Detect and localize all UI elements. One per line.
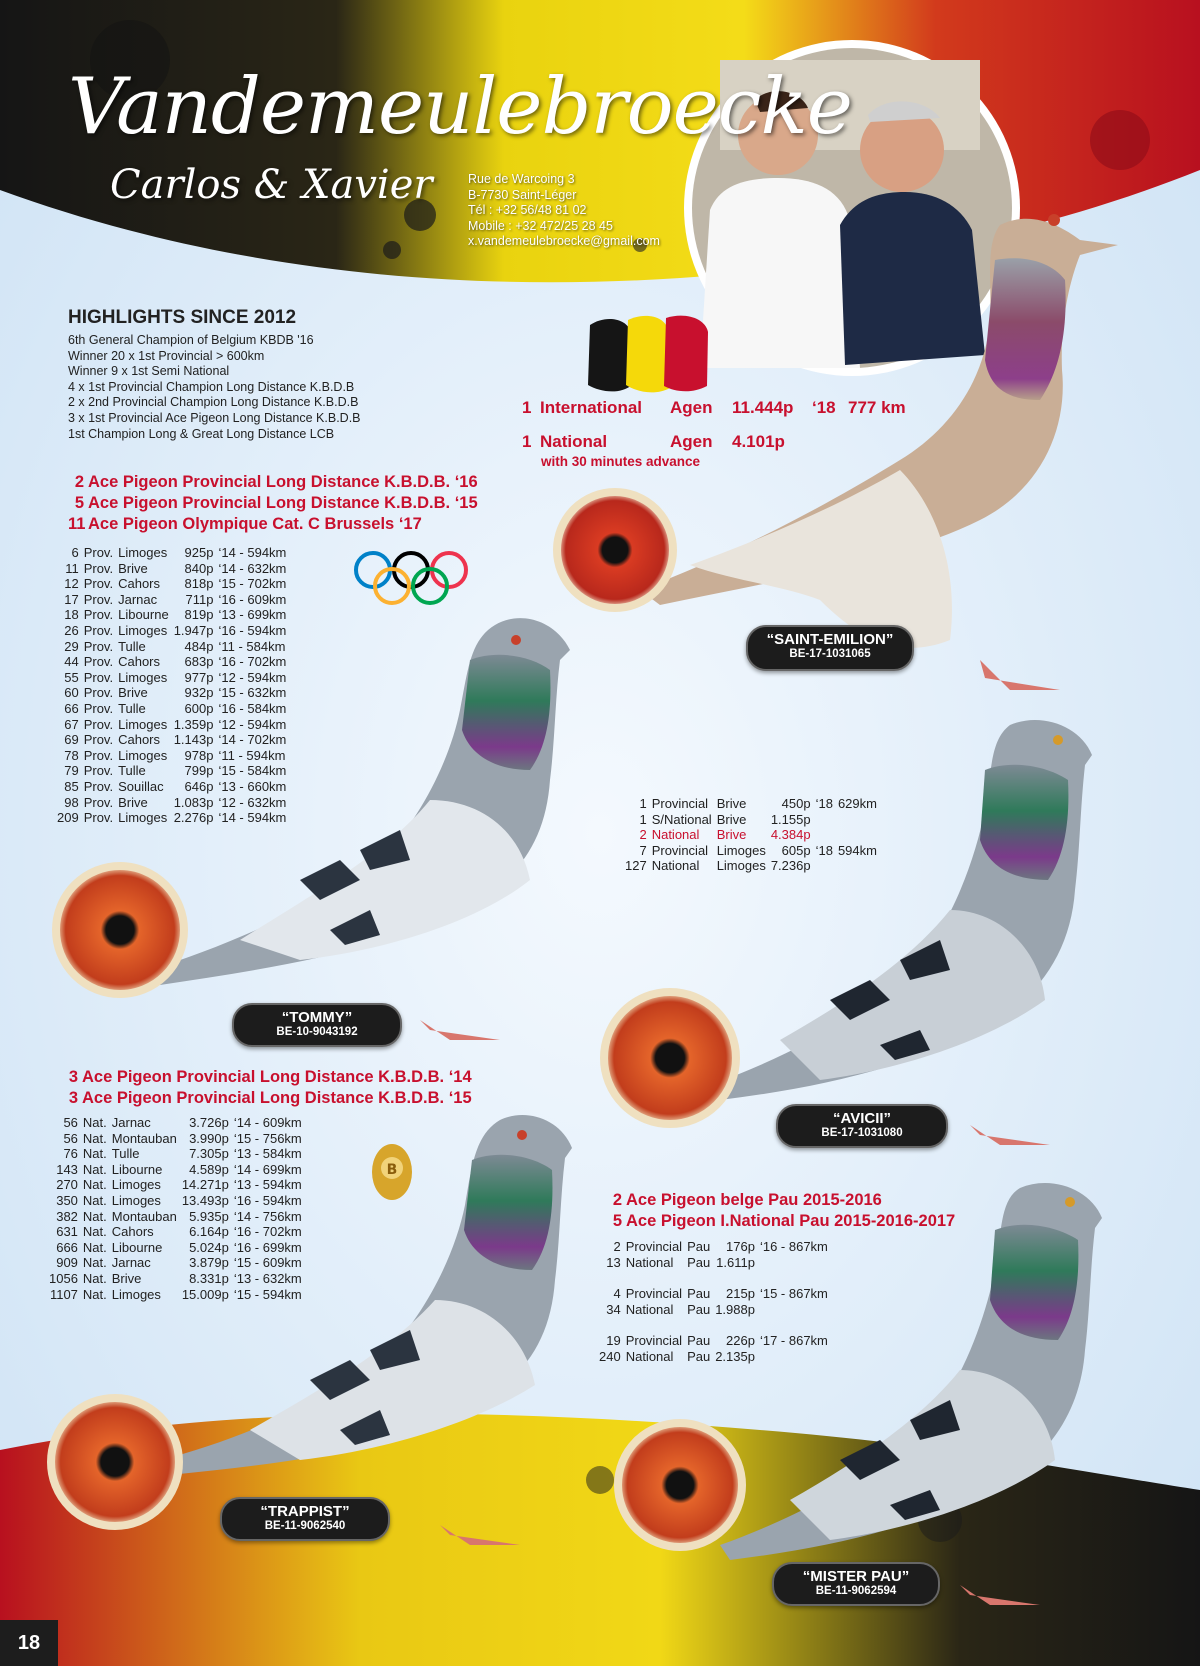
result-cell: 1056 (49, 1270, 78, 1286)
result-cell: 215p (726, 1286, 755, 1302)
result-cell: ‘14 - 699km (233, 1161, 302, 1177)
result-cell: Libourne (118, 607, 169, 623)
result-cell: 1107 (49, 1286, 78, 1302)
mister-pau-achievements: 2 Ace Pigeon belge Pau 2015-2016 5 Ace Pigeon I.National Pau 2015-2016-2017 (612, 1191, 956, 1230)
mister-pau-results-table (594, 1239, 828, 1365)
result-row (52, 763, 286, 779)
result-row (44, 1255, 302, 1271)
result-cell: Provincial (651, 842, 709, 858)
result-cell: Pau (687, 1254, 711, 1270)
result-cell: 978p (184, 747, 214, 763)
saint-emilion-result-1: 1 International Agen 11.444p ‘18 777 km (522, 398, 906, 417)
result-cell: 4.589p (189, 1161, 229, 1177)
result-cell (811, 827, 833, 843)
result-cell: 818p (184, 576, 214, 592)
result-cell: Prov. (83, 732, 114, 748)
result-cell: ‘12 - 594km (218, 669, 287, 685)
result-cell: Limoges (716, 842, 766, 858)
result-cell (755, 1349, 828, 1365)
result-cell: 69 (64, 732, 79, 748)
result-row (594, 1286, 828, 1302)
result-cell: 209 (57, 810, 79, 826)
result-cell (755, 1302, 828, 1318)
result-cell: ‘17 - 867km (759, 1333, 828, 1349)
result-cell: Prov. (83, 654, 114, 670)
result-row (52, 701, 286, 717)
result-cell: ‘15 - 632km (218, 685, 287, 701)
result-cell: Nat. (82, 1255, 107, 1271)
result-cell: 1.359p (173, 716, 214, 732)
result-row (44, 1209, 302, 1225)
result-cell: 799p (184, 763, 214, 779)
highlights-heading: HIGHLIGHTS SINCE 2012 (68, 307, 297, 328)
result-cell: Brive (716, 796, 747, 811)
result-cell: Pau (687, 1301, 711, 1317)
result-cell: National (625, 1348, 674, 1364)
result-cell: Nat. (82, 1270, 107, 1286)
result-cell: Limoges (118, 545, 168, 560)
result-cell (833, 858, 877, 874)
result-cell: Prov. (83, 622, 114, 638)
result-cell: ‘15 - 702km (218, 576, 287, 592)
result-cell: 350 (56, 1192, 78, 1208)
result-row (52, 670, 286, 686)
result-cell: ‘15 - 594km (233, 1286, 302, 1302)
result-cell: Prov. (83, 685, 114, 701)
result-cell: Tulle (118, 763, 146, 779)
phone-line: Tél : +32 56/48 81 02 (468, 203, 587, 217)
result-cell: National (625, 1254, 674, 1270)
result-cell: ‘14 - 594km (218, 810, 287, 826)
result-cell: 143 (56, 1161, 78, 1177)
result-cell: Nat. (82, 1192, 107, 1208)
mobile-line: Mobile : +32 472/25 28 45 (468, 218, 613, 233)
result-row (52, 654, 286, 670)
result-cell: Tulle (111, 1146, 140, 1162)
result-cell: 932p (184, 685, 214, 701)
result-row (620, 812, 877, 828)
result-cell: 1 (639, 796, 647, 811)
result-cell: Nat. (82, 1286, 107, 1302)
result-cell: Cahors (111, 1224, 154, 1240)
result-cell: 56 (63, 1130, 78, 1146)
result-cell: ‘14 - 594km (218, 545, 287, 560)
result-cell: ‘12 - 632km (218, 794, 287, 810)
result-cell: Nat. (82, 1130, 107, 1146)
result-cell: Brive (118, 560, 148, 576)
result-cell: 605p (781, 842, 811, 858)
result-cell: 13.493p (181, 1192, 229, 1208)
result-cell: ‘15 - 756km (233, 1130, 302, 1146)
result-cell: Limoges (111, 1192, 161, 1208)
highlight-item: 1st Champion Long & Great Long Distance LCB (68, 426, 335, 441)
result-cell: ‘16 - 867km (759, 1239, 828, 1254)
result-cell: 176p (726, 1239, 755, 1254)
highlight-item: Winner 9 x 1st Semi National (68, 364, 230, 379)
result-cell: 382 (56, 1208, 78, 1224)
highlight-item: 6th General Champion of Belgium KBDB '16 (68, 333, 314, 347)
result-cell: 29 (64, 638, 79, 654)
result-row (52, 795, 286, 811)
result-cell: National (625, 1301, 674, 1317)
result-cell: Tulle (118, 638, 146, 654)
result-cell: Prov. (83, 576, 114, 592)
result-cell: Nat. (82, 1239, 107, 1255)
result-cell: Prov. (83, 763, 114, 779)
result-cell: 1.947p (173, 622, 214, 638)
result-cell: 44 (64, 654, 79, 670)
result-cell: 646p (184, 778, 214, 794)
result-cell: ‘16 - 584km (218, 700, 287, 716)
result-cell: Prov. (83, 700, 114, 716)
result-cell: 925p (184, 545, 214, 560)
result-cell: Prov. (83, 545, 114, 560)
result-cell: 2 (613, 1239, 621, 1254)
result-cell: 26 (64, 622, 79, 638)
result-cell: 7 (639, 842, 647, 858)
result-row (52, 779, 286, 795)
result-cell: Prov. (83, 778, 114, 794)
result-cell: 85 (64, 778, 79, 794)
result-cell: ‘13 - 584km (233, 1146, 302, 1162)
result-row (52, 748, 286, 764)
result-row (594, 1302, 828, 1318)
result-cell: ‘18 (815, 796, 833, 811)
saint-emilion-result-2: 1 National Agen 4.101p (522, 432, 785, 451)
result-cell: Prov. (83, 810, 114, 826)
avicii-results-table (620, 796, 877, 874)
result-cell: 629km (837, 796, 877, 811)
group-spacer (594, 1317, 828, 1333)
result-cell: 1 (639, 811, 647, 827)
result-cell: 11 (65, 560, 79, 576)
result-cell: 240 (599, 1348, 621, 1364)
ring-number: BE-17-1031080 (821, 1127, 903, 1139)
result-cell: 6.164p (189, 1224, 229, 1240)
result-cell: 78 (64, 747, 79, 763)
result-cell: Cahors (118, 732, 161, 748)
result-cell: Pau (687, 1286, 711, 1302)
trappist-nameplate (220, 1497, 390, 1541)
pigeon-name: “MISTER PAU” (802, 1568, 910, 1585)
result-cell: 34 (606, 1301, 621, 1317)
result-cell: 226p (726, 1333, 755, 1349)
tommy-nameplate (232, 1003, 402, 1047)
result-cell: Tulle (118, 700, 146, 716)
result-cell: Pau (687, 1348, 711, 1364)
breeder-first-names: Carlos & Xavier (110, 162, 433, 208)
result-cell: Nat. (82, 1224, 107, 1240)
result-cell: Limoges (716, 858, 766, 874)
result-cell: 12 (64, 576, 79, 592)
result-cell: Souillac (118, 778, 164, 794)
result-cell: ‘15 - 867km (759, 1286, 828, 1302)
result-cell: Brive (716, 827, 747, 843)
highlight-item: 3 x 1st Provincial Ace Pigeon Long Distance K.B.D.B (68, 410, 361, 425)
result-row (52, 639, 286, 655)
saint-emilion-nameplate (746, 625, 914, 671)
result-cell: 5.024p (189, 1239, 229, 1255)
svg-text:B: B (386, 1162, 398, 1178)
result-cell: Nat. (82, 1161, 107, 1177)
result-row (44, 1224, 302, 1240)
address-line: B-7730 Saint-Léger (468, 187, 577, 202)
result-row (620, 858, 877, 874)
ring-number: BE-11-9062540 (264, 1520, 346, 1532)
result-cell: 1.143p (173, 732, 214, 748)
result-cell: Prov. (83, 638, 114, 654)
result-cell: 19 (606, 1333, 621, 1349)
result-row (44, 1162, 302, 1178)
result-row (44, 1271, 302, 1287)
result-cell: National (651, 827, 700, 843)
result-row (52, 717, 286, 733)
result-cell: Brive (118, 685, 148, 701)
result-cell: Montauban (111, 1208, 177, 1224)
ring-number: BE-11-9062594 (815, 1585, 897, 1597)
result-cell: 450p (781, 796, 811, 811)
result-cell: 15.009p (181, 1286, 229, 1302)
result-cell: 7.305p (189, 1146, 229, 1162)
page-number: 18 (0, 1620, 58, 1666)
result-cell: 60 (64, 685, 79, 701)
result-cell: 79 (64, 763, 79, 779)
result-cell: Prov. (83, 794, 114, 810)
result-row (44, 1177, 302, 1193)
result-row (52, 685, 286, 701)
result-row (594, 1333, 828, 1349)
result-cell: 3.990p (189, 1130, 229, 1146)
result-cell: Jarnac (111, 1255, 151, 1271)
result-cell: ‘11 - 584km (218, 638, 286, 654)
highlight-item: Winner 20 x 1st Provincial > 600km (68, 348, 265, 363)
result-row (44, 1115, 302, 1131)
result-cell: ‘13 - 632km (233, 1270, 302, 1286)
result-cell: 1.083p (173, 794, 214, 810)
result-cell: Brive (111, 1270, 142, 1286)
result-cell: Prov. (83, 669, 114, 685)
pigeon-name: “AVICII” (832, 1110, 892, 1127)
result-cell: National (651, 858, 700, 874)
pigeon-name: “TOMMY” (281, 1009, 353, 1026)
result-cell: Prov. (83, 591, 114, 607)
result-cell: 127 (625, 858, 647, 874)
highlights-list (68, 333, 361, 442)
result-cell: ‘15 - 584km (218, 763, 287, 779)
result-cell: ‘18 (815, 842, 833, 858)
result-cell: Prov. (83, 716, 114, 732)
result-cell: Libourne (111, 1239, 163, 1255)
result-cell: ‘11 - 594km (218, 747, 286, 763)
trappist-achievements: 3 Ace Pigeon Provincial Long Distance K.B.D.B. ‘14 3 Ace Pigeon Provincial Long Distance K.B.D.B. ‘15 (68, 1068, 472, 1107)
result-cell: 909 (56, 1255, 78, 1271)
result-cell: 7.236p (770, 858, 811, 874)
result-cell: ‘16 - 594km (218, 622, 287, 638)
result-row (44, 1146, 302, 1162)
result-cell: 98 (64, 794, 79, 810)
result-cell: 6 (71, 545, 79, 560)
pigeon-name: “SAINT-EMILION” (766, 631, 894, 648)
highlight-item: 4 x 1st Provincial Champion Long Distance K.B.D.B (68, 379, 355, 394)
result-row (44, 1193, 302, 1209)
result-cell: Brive (118, 794, 148, 810)
result-cell: Nat. (82, 1177, 107, 1193)
result-cell: 3.879p (189, 1255, 229, 1271)
result-row (620, 827, 877, 843)
result-cell: 2 (639, 827, 647, 843)
result-cell: 18 (64, 607, 79, 623)
result-cell: Provincial (651, 796, 709, 811)
result-cell: Provincial (625, 1239, 683, 1254)
result-cell: 711p (185, 591, 214, 607)
result-cell (833, 827, 877, 843)
result-cell: ‘16 - 702km (233, 1224, 302, 1240)
result-cell: ‘16 - 594km (233, 1192, 302, 1208)
result-cell: ‘14 - 702km (218, 732, 287, 748)
result-cell: Limoges (118, 716, 168, 732)
result-cell: Nat. (82, 1115, 107, 1130)
saint-emilion-note: with 30 minutes advance (541, 454, 701, 469)
result-cell: 2.276p (173, 810, 214, 826)
result-cell: 666 (56, 1239, 78, 1255)
result-cell: Prov. (83, 560, 114, 576)
result-cell: 1.611p (716, 1254, 755, 1270)
result-cell: 484p (184, 638, 214, 654)
result-cell: Limoges (111, 1177, 161, 1193)
result-cell: S/National (651, 811, 712, 827)
result-cell: Provincial (625, 1333, 683, 1349)
result-cell: Jarnac (118, 591, 158, 607)
result-cell: 2.135p (715, 1348, 755, 1364)
mister-pau-nameplate (772, 1562, 940, 1606)
result-cell: Jarnac (111, 1115, 151, 1130)
result-cell: 819p (184, 607, 214, 623)
result-cell: ‘13 - 699km (218, 607, 287, 623)
result-cell: 8.331p (189, 1270, 229, 1286)
result-cell: 1.155p (770, 811, 811, 827)
result-cell: 1.988p (715, 1301, 755, 1317)
result-cell: ‘14 - 609km (233, 1115, 302, 1130)
result-cell: 66 (64, 700, 79, 716)
tommy-results-table (52, 545, 286, 826)
result-cell: ‘14 - 756km (233, 1208, 302, 1224)
result-row (44, 1240, 302, 1256)
result-cell: Prov. (83, 607, 114, 623)
result-cell: Montauban (111, 1130, 177, 1146)
result-row (44, 1287, 302, 1303)
result-cell: 594km (837, 842, 877, 858)
email-line: x.vandemeulebroecke@gmail.com (468, 234, 660, 248)
address-line: Rue de Warcoing 3 (468, 172, 575, 186)
result-cell: 840p (184, 560, 214, 576)
result-row (594, 1239, 828, 1255)
result-cell: 67 (64, 716, 79, 732)
result-cell: ‘16 - 702km (218, 654, 287, 670)
result-cell: 977p (184, 669, 214, 685)
result-cell: Prov. (83, 747, 114, 763)
result-cell: Cahors (118, 576, 161, 592)
result-cell: Nat. (82, 1146, 107, 1162)
tommy-achievements: 2 Ace Pigeon Provincial Long Distance K.B.D.B. ‘16 5 Ace Pigeon Provincial Long Distance K.B.D.B. ‘15 11 Ace Pigeon Olympique Cat. C Brussels ‘17 (68, 473, 478, 533)
result-cell: Limoges (118, 747, 168, 763)
result-row (52, 607, 286, 623)
result-cell: Limoges (111, 1286, 161, 1302)
result-row (52, 592, 286, 608)
result-row (620, 796, 877, 812)
result-row (52, 561, 286, 577)
result-cell: ‘16 - 699km (233, 1239, 302, 1255)
ring-number: BE-10-9043192 (276, 1026, 358, 1038)
result-cell: 55 (64, 669, 79, 685)
result-cell: 631 (56, 1224, 78, 1240)
result-row (52, 623, 286, 639)
result-cell (833, 812, 877, 828)
result-cell: 600p (184, 700, 214, 716)
trappist-results-table (44, 1115, 302, 1302)
result-cell: ‘13 - 594km (233, 1177, 302, 1193)
result-cell: 17 (64, 591, 79, 607)
ring-number: BE-17-1031065 (789, 648, 871, 660)
result-cell: Cahors (118, 654, 161, 670)
contact-address (468, 172, 660, 250)
result-cell: 270 (56, 1177, 78, 1193)
group-spacer (594, 1270, 828, 1286)
result-cell: Nat. (82, 1208, 107, 1224)
result-cell: Pau (687, 1239, 711, 1254)
result-row (52, 576, 286, 592)
result-row (594, 1255, 828, 1271)
result-cell: 4 (613, 1286, 621, 1302)
result-cell: 14.271p (181, 1177, 229, 1193)
result-cell: 3.726p (189, 1115, 229, 1130)
result-cell: 76 (63, 1146, 78, 1162)
result-cell: 4.384p (770, 827, 811, 843)
result-cell: ‘14 - 632km (218, 560, 287, 576)
result-cell: 683p (184, 654, 214, 670)
result-cell: 56 (63, 1115, 78, 1130)
result-cell: ‘13 - 660km (218, 778, 287, 794)
result-cell: 5.935p (189, 1208, 229, 1224)
result-cell: Brive (716, 811, 747, 827)
result-cell: Limoges (118, 669, 168, 685)
result-cell: Limoges (118, 622, 168, 638)
avicii-nameplate (776, 1104, 948, 1148)
result-cell: 13 (606, 1254, 621, 1270)
breeder-name-title: Vandemeulebroecke (68, 62, 852, 152)
result-cell: ‘15 - 609km (233, 1255, 302, 1271)
result-cell (811, 812, 833, 828)
result-row (620, 843, 877, 859)
result-cell (811, 858, 833, 874)
highlight-item: 2 x 2nd Provincial Champion Long Distance K.B.D.B (68, 395, 359, 410)
result-cell: ‘12 - 594km (218, 716, 287, 732)
result-cell: ‘16 - 609km (218, 591, 287, 607)
result-row (52, 545, 286, 561)
result-row (594, 1349, 828, 1365)
result-cell: Limoges (118, 810, 168, 826)
result-row (52, 810, 286, 826)
pigeon-name: “TRAPPIST” (260, 1503, 350, 1520)
result-cell (755, 1255, 828, 1271)
result-cell: Provincial (625, 1286, 683, 1302)
result-cell: Libourne (111, 1161, 163, 1177)
result-row (52, 732, 286, 748)
result-cell: Pau (687, 1333, 711, 1349)
result-row (44, 1131, 302, 1147)
